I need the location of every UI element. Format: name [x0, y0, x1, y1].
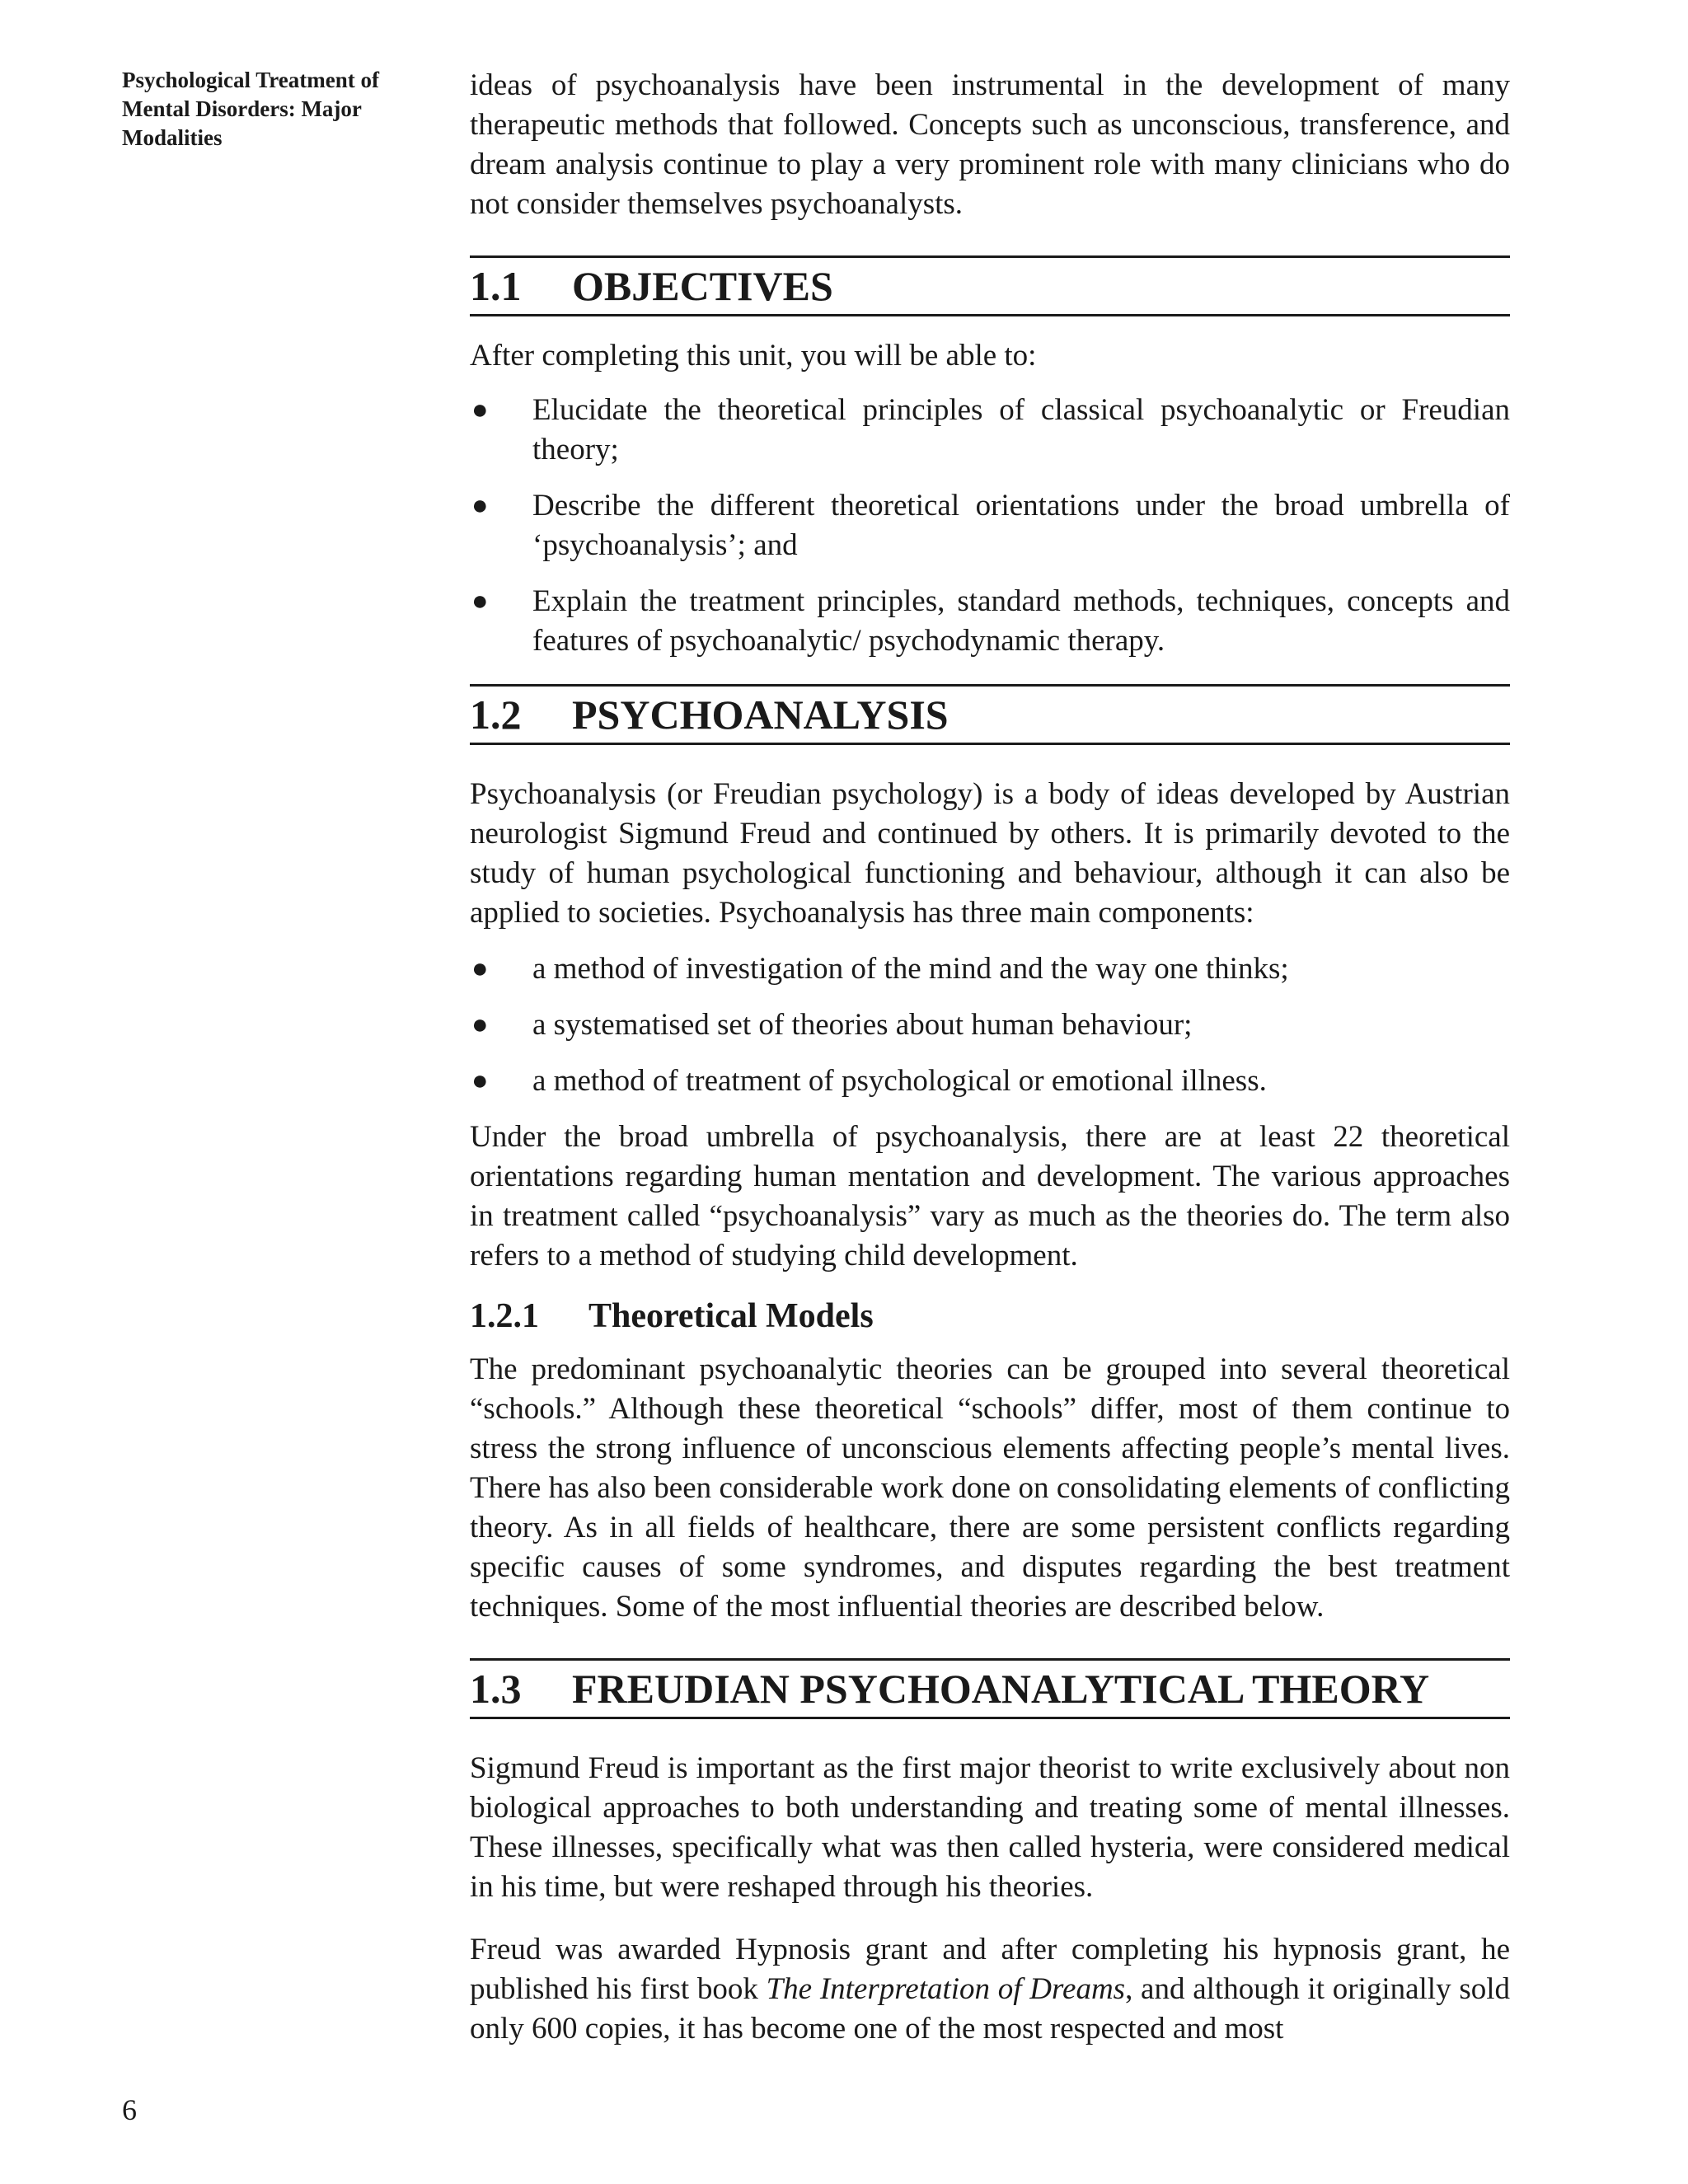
list-item	[470, 1062, 1510, 1101]
section-number: 1.2	[470, 691, 522, 738]
freudian-paragraph-2-lead: Freud was awarded Hypnosis grant and after completing his hypnosis grant, he published his first book	[470, 1933, 1510, 2006]
freudian-paragraph-1: Sigmund Freud is important as the first major theorist to write exclusively about non biological approaches to both understanding and treating some of mental illnesses. These illnesses, specifically what was then called hysteria, were considered medical in his time, but were reshaped through his theories.	[470, 1751, 1510, 1904]
list-item-text: a method of investigation of the mind and the way one thinks;	[532, 952, 1289, 986]
list-item-text: a method of treatment of psychological or emotional illness.	[532, 1064, 1267, 1098]
list-item	[470, 582, 1510, 661]
section-title: FREUDIAN PSYCHOANALYTICAL THEORY	[572, 1666, 1430, 1712]
list-item	[470, 1005, 1510, 1045]
list-item-text: Describe the different theoretical orientations under the broad umbrella of ‘psychoanalysis’; and	[532, 489, 1510, 562]
list-item	[470, 486, 1510, 565]
main-content	[470, 66, 1510, 2049]
freudian-paragraph-2-tail: , and although it originally sold only 600 copies, it has become one of the most respected and most	[470, 1972, 1510, 2046]
section-heading-psychoanalysis	[470, 684, 1510, 745]
list-item	[470, 949, 1510, 989]
list-item	[470, 391, 1510, 470]
subsection-title: Theoretical Models	[588, 1297, 874, 1335]
section-title: PSYCHOANALYSIS	[572, 691, 949, 738]
page-number: 6	[122, 2093, 137, 2126]
book-title: The Interpretation of Dreams	[766, 1972, 1126, 2006]
section-heading-freudian-theory	[470, 1658, 1510, 1719]
bullet-icon: ●	[471, 954, 489, 984]
running-head: Psychological Treatment of Mental Disorders: Major Modalities	[122, 68, 379, 150]
bullet-icon: ●	[471, 490, 489, 521]
bullet-icon: ●	[471, 1066, 489, 1096]
psychoanalysis-paragraph-2: Under the broad umbrella of psychoanalysis, there are at least 22 theoretical orientations regarding human mentation and development. The various approaches in treatment called “psychoanalysis” vary as much as the theories do. The term also refers to a method of studying child development.	[470, 1120, 1510, 1272]
components-list	[470, 949, 1510, 1101]
freudian-paragraph-2	[470, 1930, 1510, 2049]
objectives-list	[470, 391, 1510, 661]
section-number: 1.1	[470, 263, 522, 309]
intro-paragraph: ideas of psychoanalysis have been instrumental in the development of many therapeutic methods that followed. Concepts such as unconscious, transference, and dream analysis continue to play a very prominent role with many clinicians who do not consider themselves psychoanalysts.	[470, 68, 1510, 221]
subsection-number: 1.2.1	[470, 1297, 539, 1335]
list-item-text: Explain the treatment principles, standard methods, techniques, concepts and features of psychoanalytic/ psychodynamic therapy.	[532, 584, 1510, 658]
list-item-text: a systematised set of theories about human behaviour;	[532, 1008, 1193, 1042]
list-item-text: Elucidate the theoretical principles of classical psychoanalytic or Freudian theory;	[532, 393, 1510, 466]
section-number: 1.3	[470, 1666, 522, 1712]
theoretical-models-paragraph: The predominant psychoanalytic theories can be grouped into several theoretical “schools.” Although these theoretical “schools” differ, most of them continue to stress the strong influence of unconscious elements affecting people’s mental lives. There has also been considerable work done on consolidating elements of conflicting theory. As in all fields of healthcare, there are some persistent conflicts regarding specific causes of some syndromes, and disputes regarding the best treatment techniques. Some of the most influential theories are described below.	[470, 1352, 1510, 1624]
objectives-intro: After completing this unit, you will be able to:	[470, 339, 1037, 373]
bullet-icon: ●	[471, 395, 489, 425]
section-heading-objectives	[470, 255, 1510, 316]
subsection-heading-theoretical-models	[470, 1296, 1510, 1337]
section-title: OBJECTIVES	[572, 263, 833, 309]
bullet-icon: ●	[471, 586, 489, 616]
bullet-icon: ●	[471, 1010, 489, 1040]
psychoanalysis-paragraph-1: Psychoanalysis (or Freudian psychology) is a body of ideas developed by Austrian neurologist Sigmund Freud and continued by others. It is primarily devoted to the study of human psychological functioning and behaviour, although it can also be applied to societies. Psychoanalysis has three main components:	[470, 777, 1510, 930]
